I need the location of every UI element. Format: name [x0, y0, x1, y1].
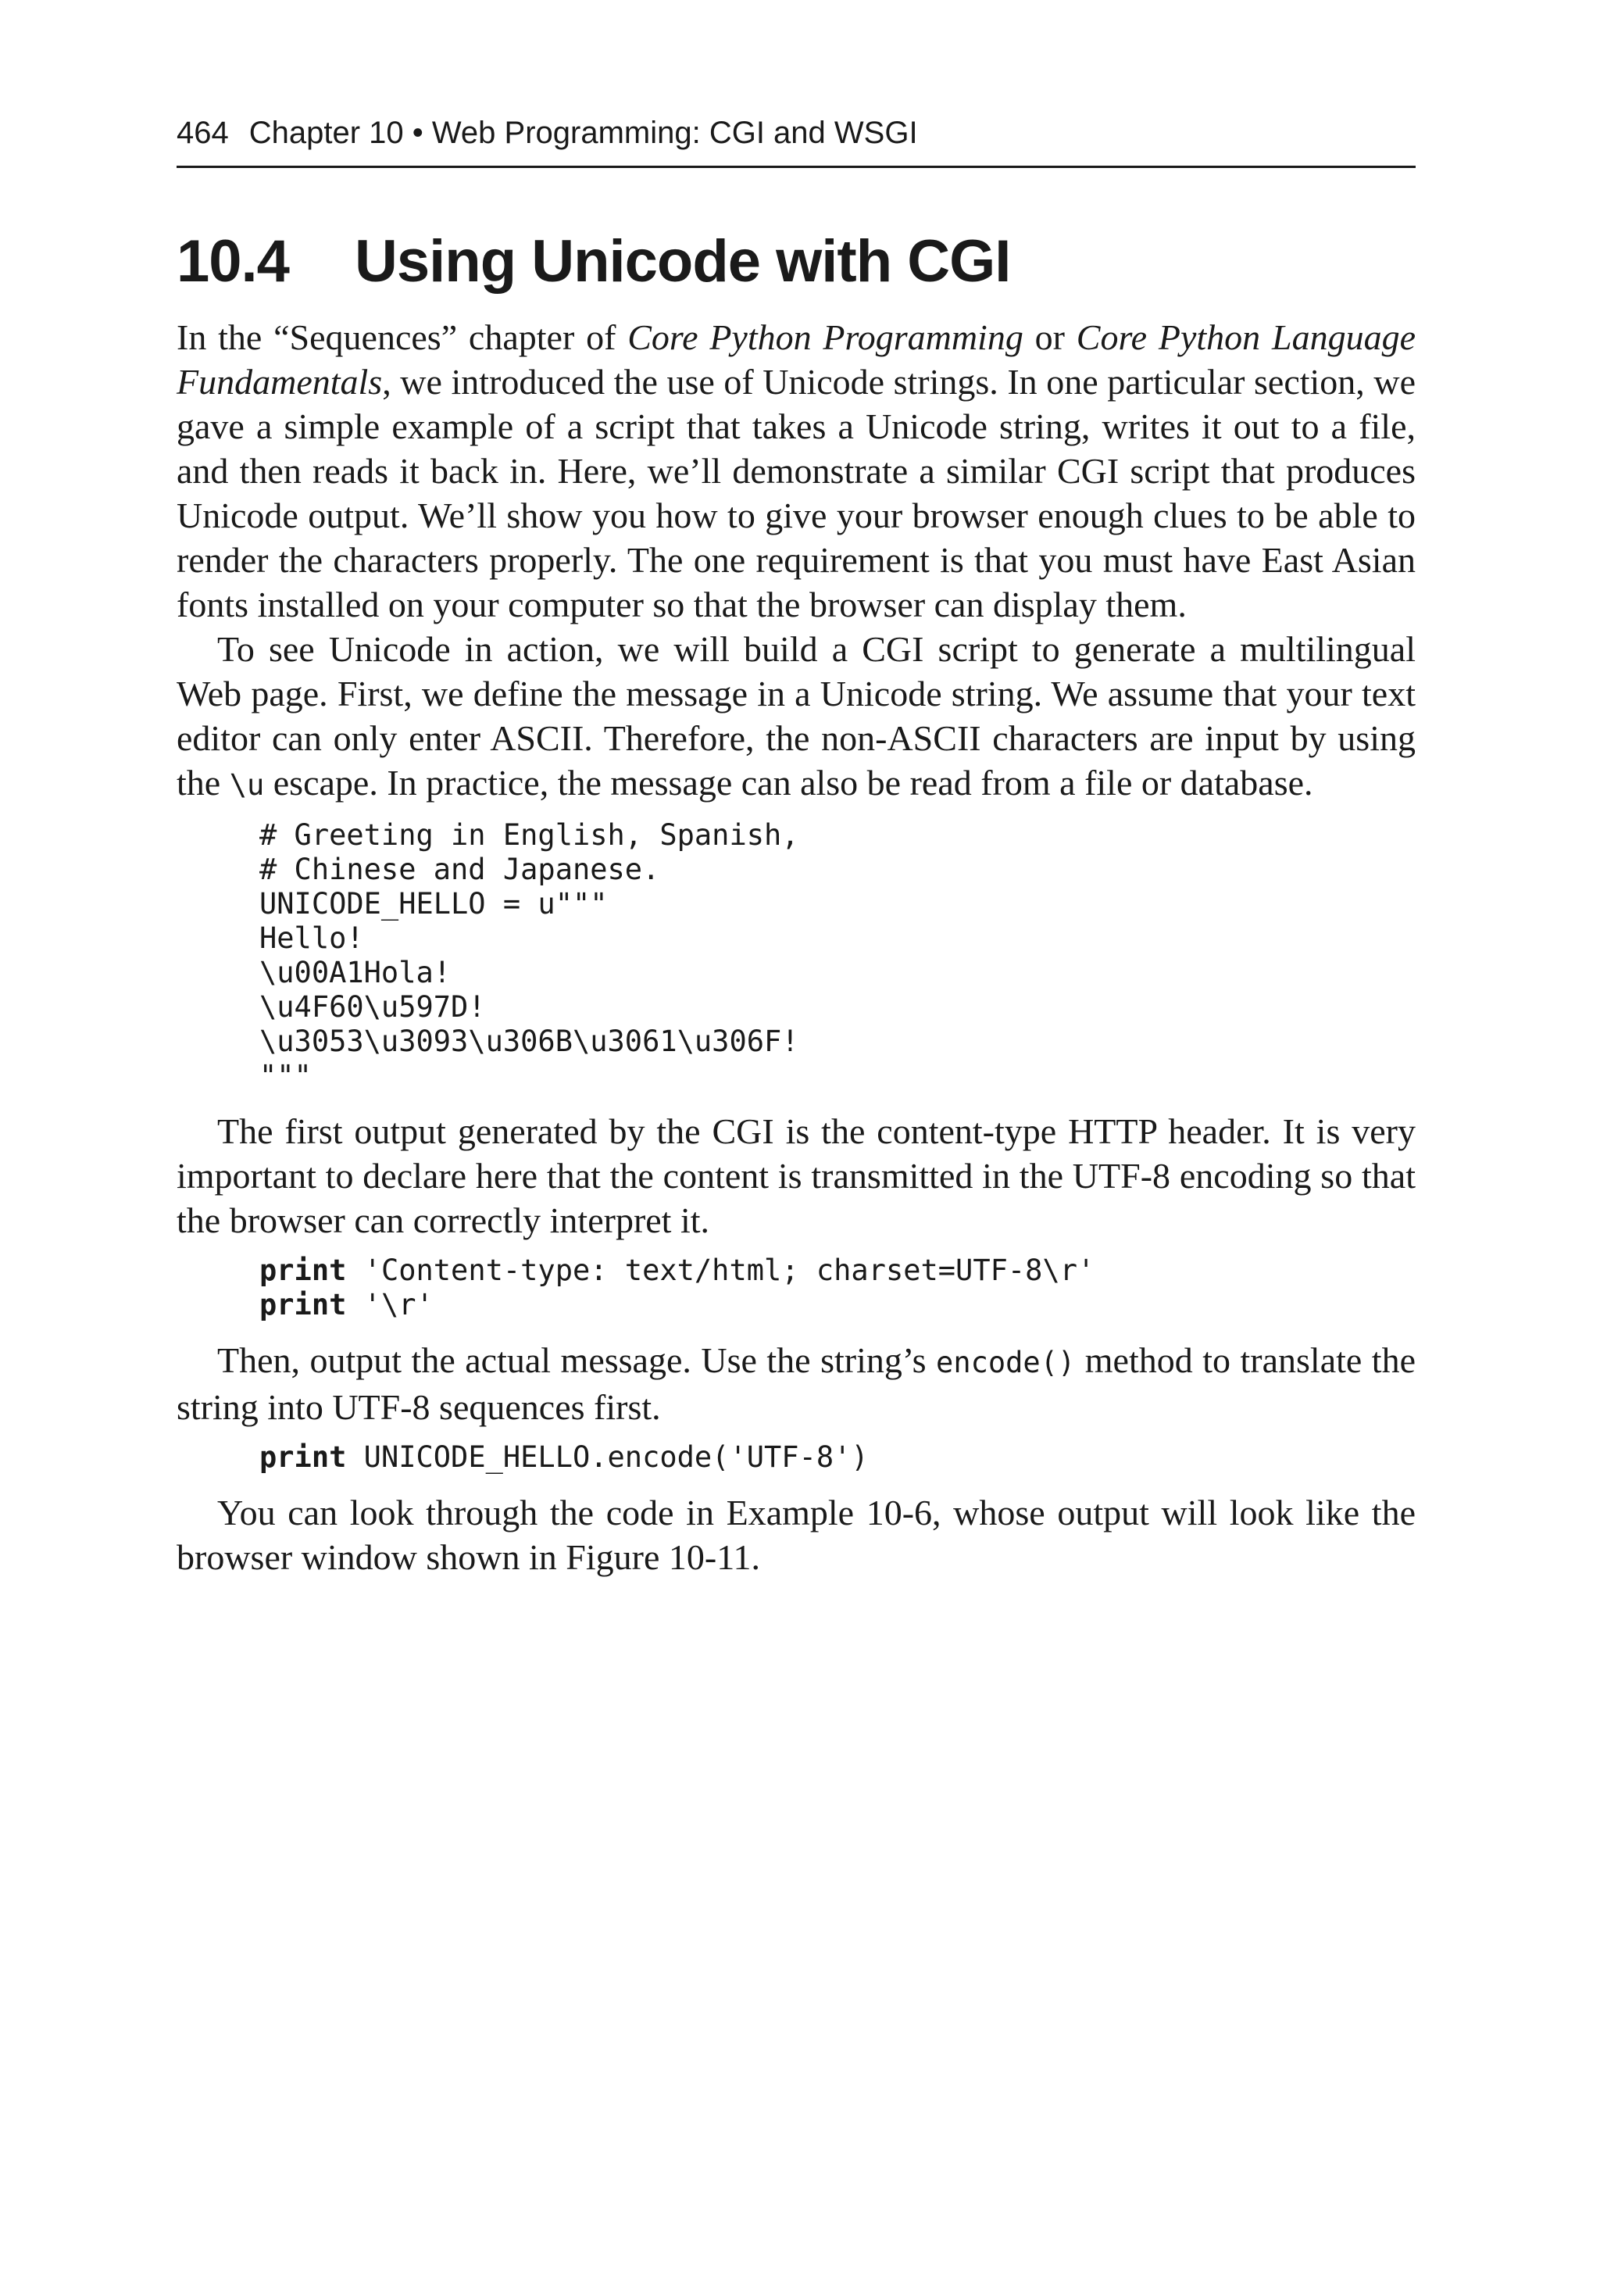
paragraph-encode	[177, 1338, 1416, 1429]
inline-code: \u	[229, 768, 265, 802]
book-page	[177, 117, 1416, 1579]
code-line: # Greeting in English, Spanish,	[259, 818, 799, 852]
text-run: In the “Sequences” chapter of	[177, 317, 628, 357]
paragraph-intro	[177, 315, 1416, 627]
paragraph-content-type: The first output generated by the CGI is the content-type HTTP header. It is very important to declare here that the content is transmitted in the UTF-8 encoding so that the browser can correctly interpret it.	[177, 1111, 1416, 1240]
section-title-text: Using Unicode with CGI	[355, 228, 1011, 295]
code-line: Hello!	[259, 921, 364, 955]
code-line: \u3053\u3093\u306B\u3061\u306F!	[259, 1025, 799, 1058]
code-keyword: print	[259, 1288, 347, 1321]
code-line: \u00A1Hola!	[259, 956, 452, 989]
page-number: 464	[177, 116, 229, 150]
text-run: or	[1023, 317, 1077, 357]
text-run: Then, output the actual message. Use the string’s	[217, 1340, 937, 1380]
code-line: """	[259, 1059, 312, 1093]
code-keyword: print	[259, 1440, 347, 1474]
code-line: # Chinese and Japanese.	[259, 853, 660, 886]
code-line: \u4F60\u597D!	[259, 990, 486, 1024]
code-block-greeting	[259, 818, 1416, 1093]
code-line: '\r'	[346, 1288, 434, 1321]
code-block-header	[259, 1254, 1416, 1322]
code-block-encode	[259, 1440, 1416, 1475]
chapter-title: Chapter 10 • Web Programming: CGI and WSGI	[248, 116, 918, 150]
text-run: method to translate the string into UTF-8 sequences first.	[177, 1340, 1416, 1427]
running-header	[177, 117, 1416, 168]
paragraph-example-reference: You can look through the code in Example 10-6, whose output will look like the browser window shown in Figure 10-11.	[177, 1493, 1416, 1577]
section-heading	[177, 228, 1416, 295]
section-number: 10.4	[177, 228, 289, 295]
text-run: , we introduced the use of Unicode strings. In one particular section, we gave a simple example of a script that takes a Unicode string, writes it out to a file, and then reads it back in. Here, we’ll demonstrate a similar CGI script that produces Unicode output. We’ll show you how to give your browser enough clues to be able to render the characters properly. The one requirement is that you must have East Asian fonts installed on your computer so that the browser can display them.	[177, 362, 1416, 624]
book-title: Core Python Language Fundamentals	[177, 317, 1416, 402]
text-run: escape. In practice, the message can also be read from a file or database.	[264, 763, 1313, 803]
paragraph-unicode-action	[177, 627, 1416, 807]
book-title: Core Python Programming	[627, 317, 1023, 357]
code-line: UNICODE_HELLO.encode('UTF-8')	[346, 1440, 869, 1474]
text-run: To see Unicode in action, we will build a CGI script to generate a multilingual Web page. First, we define the message in a Unicode string. We assume that your text editor can only enter ASCII. Therefore, the non-ASCII characters are input by using the	[177, 629, 1416, 803]
code-line: UNICODE_HELLO = u"""	[259, 887, 608, 921]
inline-code: encode()	[936, 1346, 1076, 1379]
code-keyword: print	[259, 1254, 347, 1287]
code-line: 'Content-type: text/html; charset=UTF-8\r'	[346, 1254, 1095, 1287]
